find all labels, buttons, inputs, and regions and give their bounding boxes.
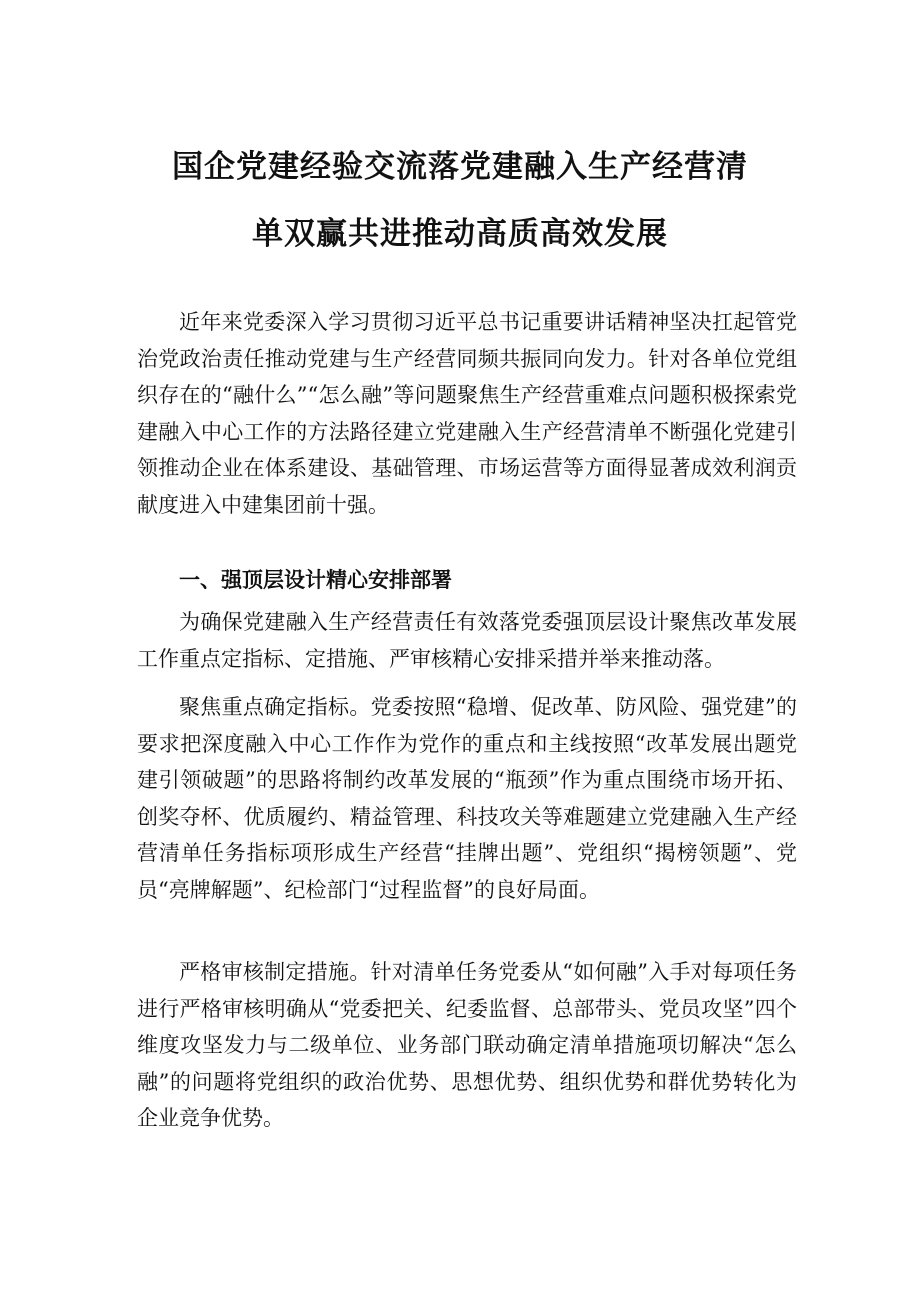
- paragraph-section-intro: 为确保党建融入生产经营责任有效落党委强顶层设计聚焦改革发展工作重点定指标、定措施、严审核精心安排采措并举来推动落。: [137, 610, 797, 671]
- paragraph-measures: 严格审核制定措施。针对清单任务党委从“如何融”入手对每项任务进行严格审核明确从“党委把关、纪委监督、总部带头、党员攻坚”四个维度攻坚发力与二级单位、业务部门联动确定清单措施项切解决“怎么融”的问题将党组织的政治优势、思想优势、组织优势和群优势转化为企业竞争优势。: [137, 960, 797, 1130]
- document-title-line-2: 单双赢共进推动高质高效发展: [252, 216, 668, 252]
- section-heading: 一、强顶层设计精心安排部署: [179, 568, 452, 592]
- document-title-line-1: 国企党建经验交流落党建融入生产经营清: [172, 149, 748, 185]
- paragraph-indicators: 聚焦重点确定指标。党委按照“稳增、促改革、防风险、强党建”的要求把深度融入中心工作作为党作的重点和主线按照“改革发展出题党建引领破题”的思路将制约改革发展的“瓶颈”作为重点围绕市场开拓、创奖夺杯、优质履约、精益管理、科技攻关等难题建立党建融入生产经营清单任务指标项形成生产经营“挂牌出题”、党组织“揭榜领题”、党员“亮牌解题”、纪检部门“过程监督”的良好局面。: [137, 695, 797, 902]
- paragraph-intro: 近年来党委深入学习贯彻习近平总书记重要讲话精神坚决扛起管党治党政治责任推动党建与生产经营同频共振同向发力。针对各单位党组织存在的“融什么”“怎么融”等问题聚焦生产经营重难点问题积极探索党建融入中心工作的方法路径建立党建融入生产经营清单不断强化党建引领推动企业在体系建设、基础管理、市场运营等方面得显著成效利润贡献度进入中建集团前十强。: [137, 310, 797, 517]
